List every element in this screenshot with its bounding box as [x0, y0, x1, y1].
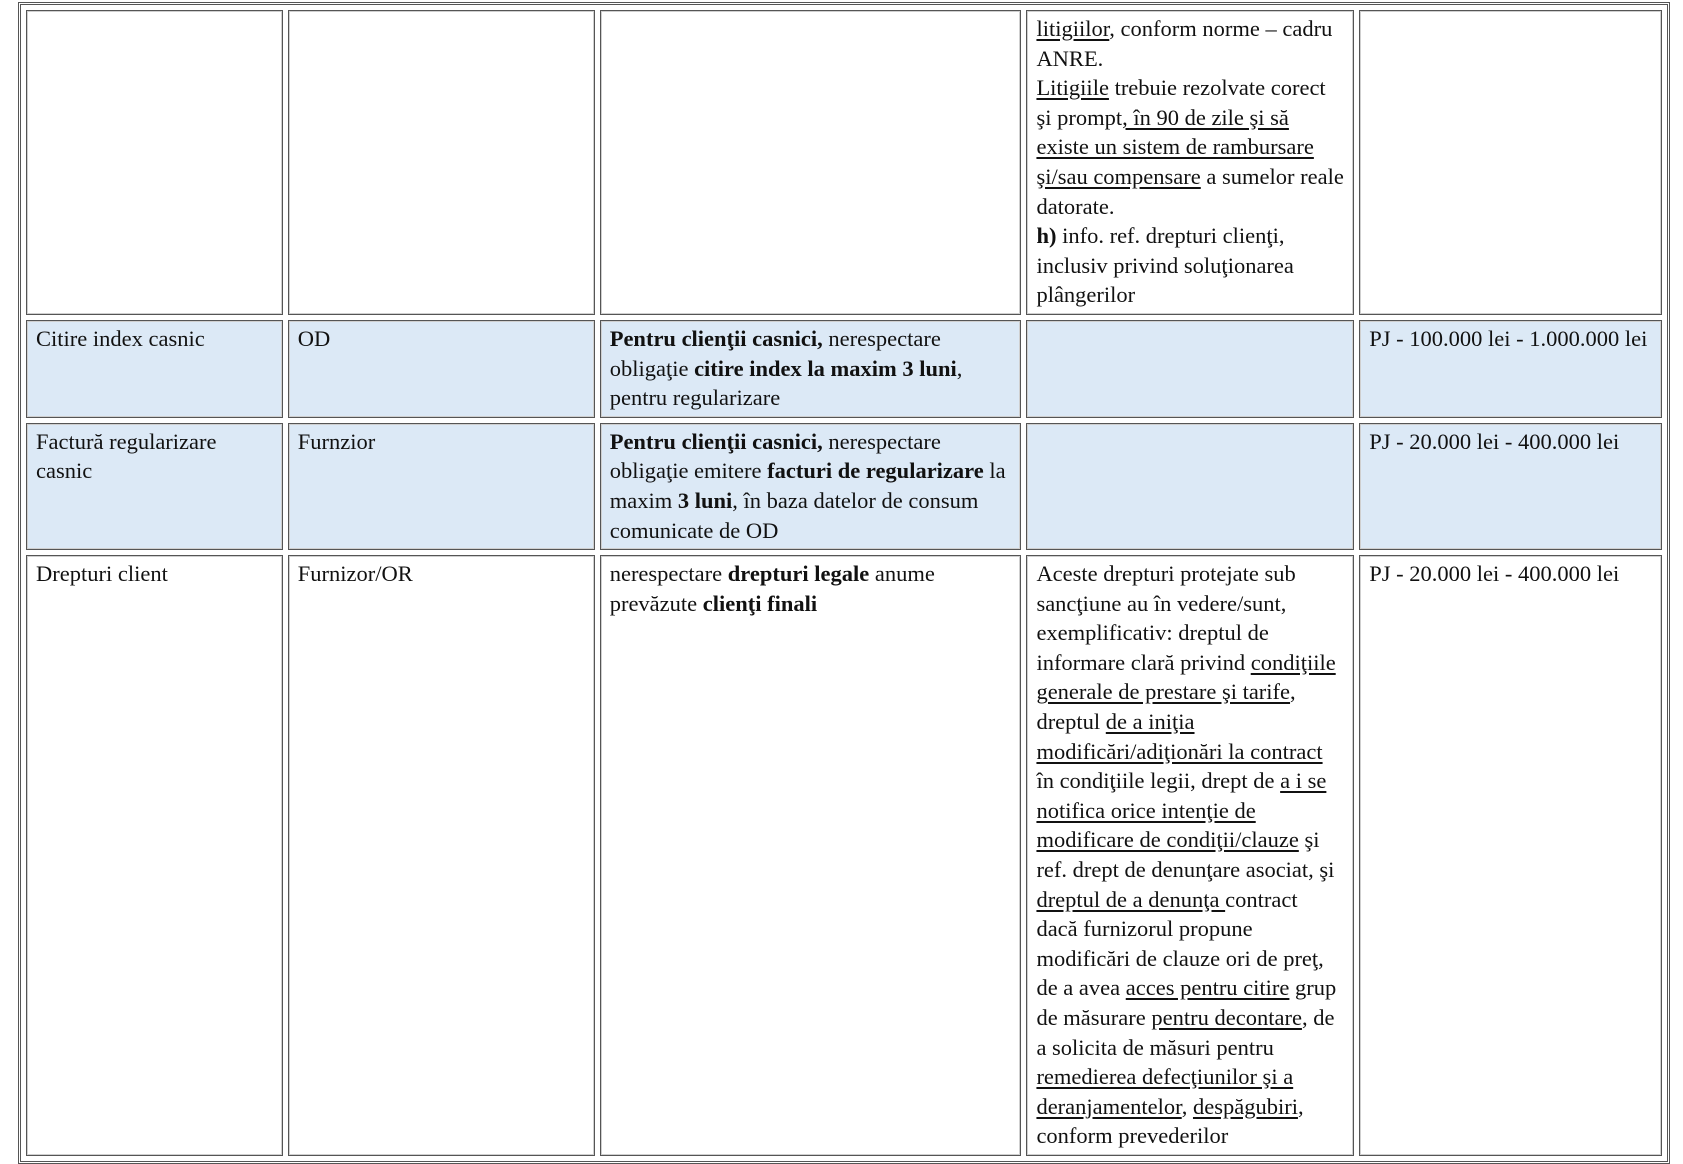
text-run: , — [1181, 1093, 1193, 1119]
bold-text: Pentru clienţii casnici, — [609, 428, 823, 454]
underlined-text: pentru decontare — [1151, 1005, 1302, 1030]
cell-details — [1026, 10, 1354, 315]
text-run: , în baza datelor de consum comunicate de OD — [609, 487, 979, 543]
table-body — [26, 10, 1662, 1156]
text-run: nerespectare — [609, 561, 728, 587]
text-run: , de a solicita de măsuri pentru — [1036, 1005, 1335, 1060]
cell-description — [600, 10, 1022, 315]
underlined-text: despăgubiri — [1192, 1093, 1298, 1119]
text-run: nerespectare obligaţie — [609, 325, 941, 381]
text-run: trebuie rezolvate corect şi prompt — [1036, 75, 1326, 130]
cell-sanction: PJ - 20.000 lei - 400.000 lei — [1359, 423, 1662, 550]
cell-description — [600, 423, 1022, 550]
text-run: a sumelor reale datorate. — [1036, 163, 1344, 219]
cell-domain: Factură regularizare casnic — [26, 423, 283, 550]
text-run: , pentru regularizare — [609, 355, 963, 411]
cell-domain: Drepturi client — [26, 555, 283, 1156]
underlined-text: remedierea defecţiunilor şi a deranjamentelor — [1036, 1064, 1294, 1119]
bold-text: drepturi legale — [727, 561, 870, 587]
bold-text: citire index la maxim 3 luni — [694, 355, 957, 381]
underlined-text: a i se notifica orice intenţie de modificare de condiţii/clauze — [1036, 768, 1327, 853]
cell-entity: OD — [288, 320, 595, 418]
bold-text: Pentru clienţii casnici, — [609, 325, 823, 351]
cell-sanction — [1359, 10, 1662, 315]
cell-entity: Furnzior — [288, 423, 595, 550]
text-run: info. ref. drepturi clienţi, inclusiv privind soluţionarea plângerilor — [1036, 223, 1294, 308]
table-row — [26, 555, 1662, 1156]
text-run: , conform norme – cadru ANRE. — [1036, 16, 1333, 71]
underlined-text: de a iniţia modificări/adiţionări la contract — [1036, 709, 1323, 764]
table-row — [26, 320, 1662, 418]
underlined-text: , în 90 de zile şi să existe un sistem de rambursare şi/sau compensare — [1036, 104, 1314, 189]
cell-sanction: PJ - 100.000 lei - 1.000.000 lei — [1359, 320, 1662, 418]
cell-description — [600, 555, 1022, 1156]
cell-description — [600, 320, 1022, 418]
text-run: în condiţiile legii, drept de — [1036, 768, 1281, 794]
text-run: anume prevăzute — [609, 561, 935, 616]
cell-entity: Furnizor/OR — [288, 555, 595, 1156]
regulations-table — [18, 2, 1670, 1164]
bold-text: facturi de regularizare — [767, 458, 984, 484]
table-row — [26, 10, 1662, 315]
text-run: grup de măsurare — [1036, 975, 1337, 1030]
text-run: nerespectare obligaţie emitere — [609, 428, 941, 484]
cell-sanction: PJ - 20.000 lei - 400.000 lei — [1359, 555, 1662, 1156]
underlined-text: dreptul de a denunţa — [1036, 886, 1226, 912]
text-run: la maxim — [609, 458, 1006, 513]
cell-domain — [26, 10, 283, 315]
underlined-text: litigiilor — [1036, 16, 1110, 41]
cell-details — [1026, 555, 1354, 1156]
table-row — [26, 423, 1662, 550]
text-run: , dreptul — [1036, 679, 1296, 735]
text-run: , conform prevederilor — [1036, 1093, 1304, 1149]
cell-details — [1026, 423, 1354, 550]
cell-details — [1026, 320, 1354, 418]
text-run: contract dacă furnizorul propune modificări de clauze ori de preţ, de a avea — [1036, 886, 1324, 1001]
text-run: şi ref. drept de denunţare asociat, şi — [1036, 827, 1335, 883]
underlined-text: Litigiile — [1036, 75, 1109, 101]
bold-text: clienţi finali — [702, 590, 818, 616]
cell-entity — [288, 10, 595, 315]
bold-text: 3 luni — [677, 487, 733, 513]
bold-text: h) — [1036, 223, 1057, 249]
underlined-text: condiţiile generale de prestare şi tarife — [1036, 649, 1336, 705]
underlined-text: acces pentru citire — [1125, 975, 1290, 1001]
text-run: Aceste drepturi protejate sub sancţiune au în vedere/sunt, exemplificativ: dreptul de informare clară privind — [1036, 561, 1296, 675]
cell-domain: Citire index casnic — [26, 320, 283, 418]
